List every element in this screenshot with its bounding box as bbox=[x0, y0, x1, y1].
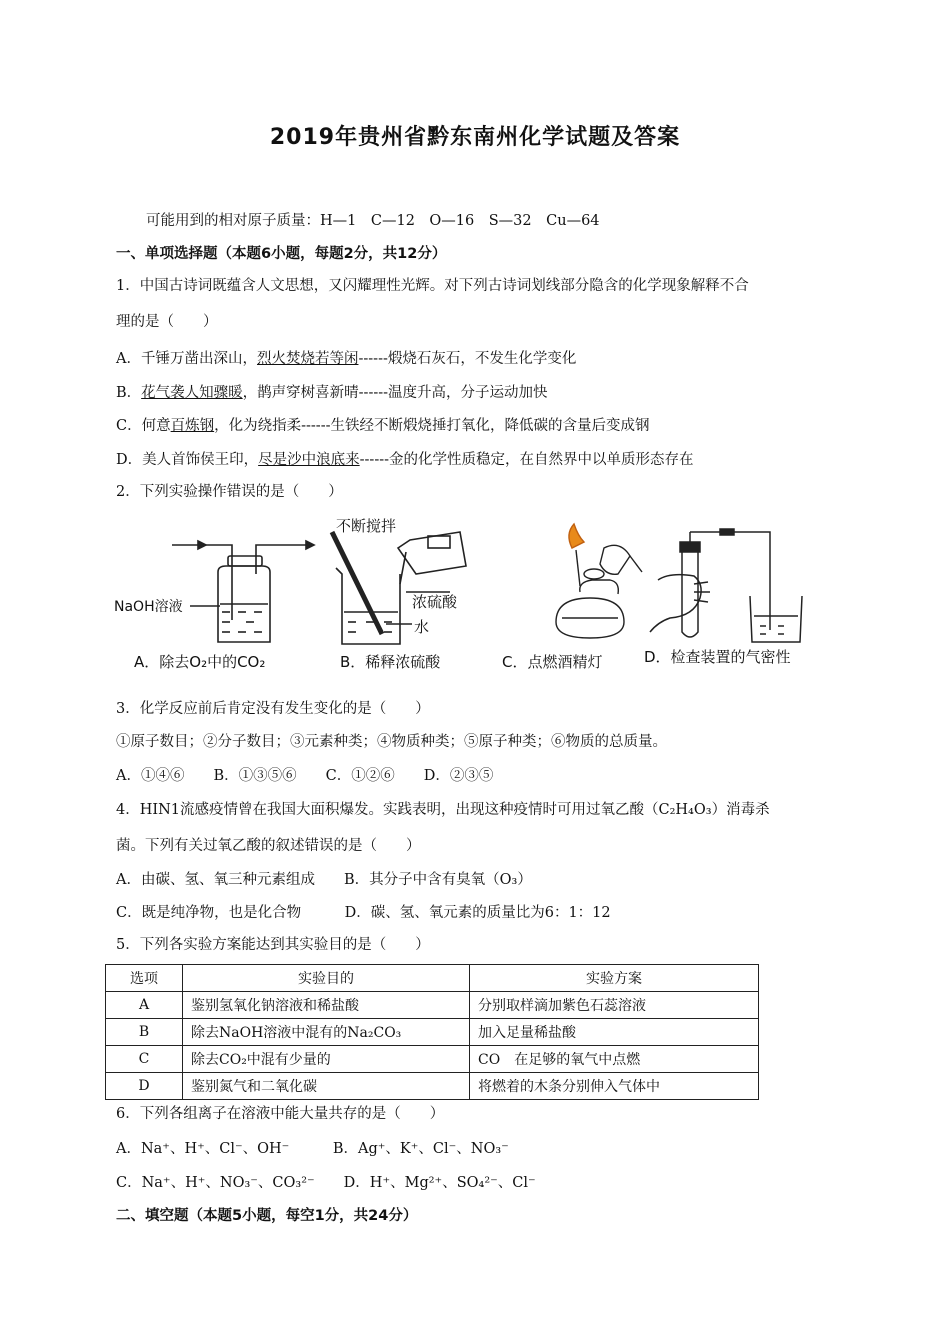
table-header-cell: 实验方案 bbox=[470, 965, 759, 992]
q2-figure bbox=[110, 512, 830, 677]
table-row bbox=[106, 992, 759, 1019]
q1-stem-line2: 理的是（ ） bbox=[116, 314, 218, 330]
table-cell: CO 在足够的氧气中点燃 bbox=[470, 1046, 759, 1073]
q6-options-cd: C．Na⁺、H⁺、NO₃⁻、CO₃²⁻ D．H⁺、Mg²⁺、SO₄²⁻、Cl⁻ bbox=[116, 1175, 536, 1191]
table-cell: 除去NaOH溶液中混有的Na₂CO₃ bbox=[183, 1019, 470, 1046]
q5-table bbox=[105, 964, 759, 1100]
q4-options-cd: C．既是纯净物，也是化合物 D．碳、氢、氧元素的质量比为6：1：12 bbox=[116, 905, 611, 921]
table-cell: C bbox=[106, 1046, 183, 1073]
q1-c-underline: 百炼钢 bbox=[170, 418, 215, 434]
page-title: 2019年贵州省黔东南州化学试题及答案 bbox=[269, 125, 681, 150]
q1-a-prefix: A．千锤万凿出深山， bbox=[116, 351, 257, 367]
table-cell: 鉴别氢氧化钠溶液和稀盐酸 bbox=[183, 992, 470, 1019]
q4-stem-line1: 4．HIN1流感疫情曾在我国大面积爆发。实践表明，出现这种疫情时可用过氧乙酸（C₂H₄O₃）消毒杀 bbox=[116, 802, 770, 818]
table-cell: D bbox=[106, 1073, 183, 1100]
table-row bbox=[106, 1046, 759, 1073]
q1-b-underline: 花气袭人知骤暖 bbox=[141, 385, 243, 401]
q1-option-b bbox=[116, 383, 548, 403]
figure-d-airtightness bbox=[650, 529, 802, 642]
q1-b-suffix: ，鹊声穿树喜新晴------温度升高，分子运动加快 bbox=[242, 385, 548, 401]
q2-stem: 2．下列实验操作错误的是（ ） bbox=[116, 484, 343, 500]
q3-stem: 3．化学反应前后肯定没有发生变化的是（ ） bbox=[116, 701, 430, 717]
q1-option-d bbox=[116, 450, 694, 470]
q1-option-c bbox=[116, 416, 650, 436]
q6-options-ab: A．Na⁺、H⁺、Cl⁻、OH⁻ B．Ag⁺、K⁺、Cl⁻、NO₃⁻ bbox=[116, 1141, 509, 1157]
q1-c-prefix: C．何意 bbox=[116, 418, 171, 434]
atomic-masses: 可能用到的相对原子质量：H—1 C—12 O—16 S—32 Cu—64 bbox=[146, 213, 600, 229]
table-header-cell: 选项 bbox=[106, 965, 183, 992]
q6-stem: 6．下列各组离子在溶液中能大量共存的是（ ） bbox=[116, 1106, 445, 1122]
figure-b-acid-label: 浓硫酸 bbox=[412, 593, 458, 611]
q3-options: A．①④⑥ B．①③⑤⑥ C．①②⑥ D．②③⑤ bbox=[116, 768, 494, 784]
table-row bbox=[106, 1073, 759, 1100]
q3-items: ①原子数目；②分子数目；③元素种类；④物质种类；⑤原子种类；⑥物质的总质量。 bbox=[116, 734, 667, 750]
figure-b-water-label: 水 bbox=[414, 618, 430, 636]
figure-b-caption: B．稀释浓硫酸 bbox=[340, 653, 441, 671]
q1-d-underline: 尽是沙中浪底来 bbox=[258, 452, 360, 468]
table-cell: 分别取样滴加紫色石蕊溶液 bbox=[470, 992, 759, 1019]
q4-options-ab: A．由碳、氢、氧三种元素组成 B．其分子中含有臭氧（O₃） bbox=[116, 872, 532, 888]
figure-a-caption: A．除去O₂中的CO₂ bbox=[134, 653, 266, 671]
q1-a-underline: 烈火焚烧若等闲 bbox=[256, 351, 359, 367]
figure-a-naoh-label: NaOH溶液 bbox=[114, 599, 183, 615]
table-cell: 加入足量稀盐酸 bbox=[470, 1019, 759, 1046]
section-2-heading: 二、填空题（本题5小题，每空1分，共24分） bbox=[116, 1208, 418, 1224]
figure-b-stir-label: 不断搅拌 bbox=[336, 517, 397, 535]
figure-b-beaker bbox=[332, 532, 466, 644]
q4-stem-line2: 菌。下列有关过氧乙酸的叙述错误的是（ ） bbox=[116, 838, 421, 854]
section-1-heading: 一、单项选择题（本题6小题，每题2分，共12分） bbox=[116, 246, 447, 262]
table-cell: A bbox=[106, 992, 183, 1019]
q1-d-suffix: ------金的化学性质稳定，在自然界中以单质形态存在 bbox=[359, 452, 694, 468]
table-cell: 将燃着的木条分别伸入气体中 bbox=[470, 1073, 759, 1100]
table-cell: 除去CO₂中混有少量的 bbox=[183, 1046, 470, 1073]
table-cell: 鉴别氮气和二氧化碳 bbox=[183, 1073, 470, 1100]
figure-a-gas-bottle bbox=[172, 541, 314, 642]
figure-c-caption: C．点燃酒精灯 bbox=[502, 653, 603, 671]
q1-a-suffix: ------煅烧石灰石，不发生化学变化 bbox=[358, 351, 577, 367]
q1-option-a bbox=[116, 349, 576, 369]
table-header-cell: 实验目的 bbox=[183, 965, 470, 992]
table-cell: B bbox=[106, 1019, 183, 1046]
q1-b-prefix: B． bbox=[116, 385, 142, 401]
q1-c-suffix: ，化为绕指柔------生铁经不断煅烧捶打氧化，降低碳的含量后变成钢 bbox=[214, 418, 650, 434]
q1-stem-line1: 1．中国古诗词既蕴含人文思想，又闪耀理性光辉。对下列古诗词划线部分隐含的化学现象解释不合 bbox=[116, 278, 749, 294]
q5-stem: 5．下列各实验方案能达到其实验目的是（ ） bbox=[116, 937, 430, 953]
figure-d-caption: D．检查装置的气密性 bbox=[644, 648, 791, 666]
table-row bbox=[106, 1019, 759, 1046]
figure-c-alcohol-lamp bbox=[556, 524, 642, 638]
table-header-row bbox=[106, 965, 759, 992]
q1-d-prefix: D．美人首饰侯王印， bbox=[116, 452, 259, 468]
